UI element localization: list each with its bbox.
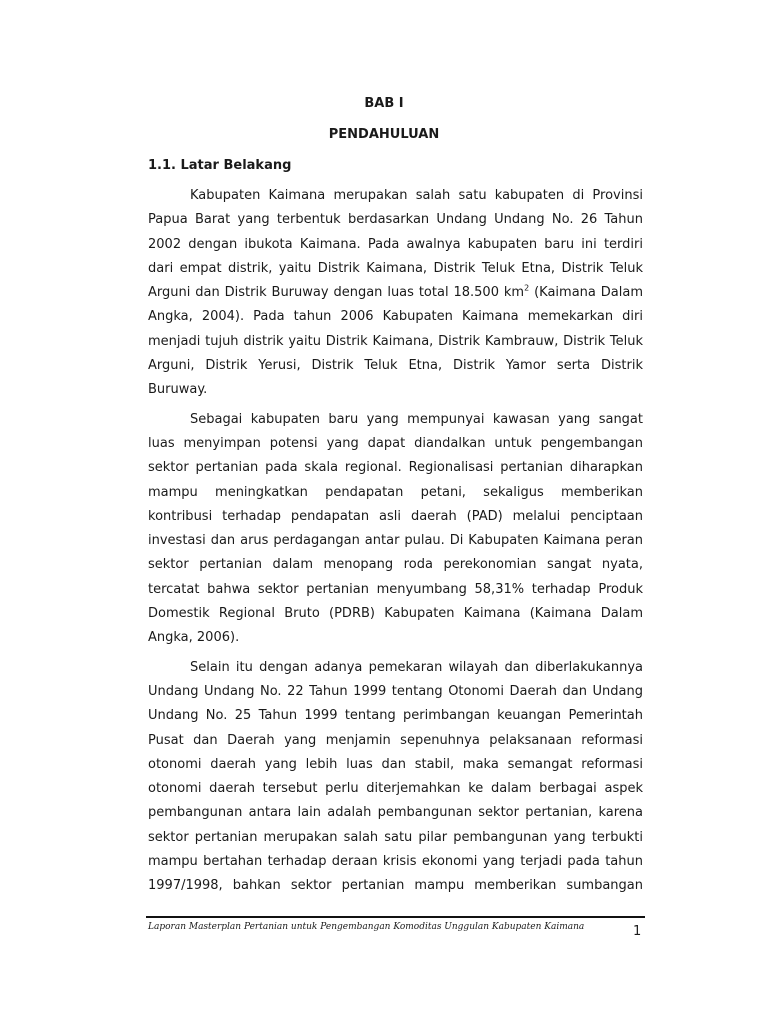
footer-divider xyxy=(146,916,645,918)
chapter-heading: BAB I xyxy=(364,96,404,111)
paragraph-2: Sebagai kabupaten baru yang mempunyai kawasan yang sangat luas menyimpan potensi yang dapat diandalkan untuk pengembangan sektor pertanian pada skala regional. Regionalisasi pertanian diharapkan mampu meningkatkan pendapatan petani, sekaligus memberikan kontribusi terhadap pendapatan asli daerah (PAD) melalui penciptaan investasi dan arus perdagangan antar pulau. Di Kabupaten Kaimana peran sektor pertanian dalam menopang roda perekonomian sangat nyata, tercatat bahwa sektor pertanian menyumbang 58,31% terhadap Produk Domestik Regional Bruto (PDRB) Kabupaten Kaimana (Kaimana Dalam Angka, 2006). xyxy=(148,411,643,646)
paragraph-1-text-a: Kabupaten Kaimana merupakan salah satu kabupaten di Provinsi Papua Barat yang terbentuk berdasarkan Undang Undang No. 26 Tahun 2002 dengan ibukota Kaimana. Pada awalnya kabupaten baru ini terdiri dari empat distrik, yaitu Distrik Kaimana, Distrik Teluk Etna, Distrik Teluk Arguni dan Distrik Buruway dengan luas total 18.500 km xyxy=(148,188,643,301)
paragraph-3: Selain itu dengan adanya pemekaran wilayah dan diberlakukannya Undang Undang No. 22 Tahun 1999 tentang Otonomi Daerah dan Undang Undang No. 25 Tahun 1999 tentang perimbangan keuangan Pemerintah Pusat dan Daerah yang menjamin sepenuhnya pelaksanaan reformasi otonomi daerah yang lebih luas dan stabil, maka semangat reformasi otonomi daerah tersebut perlu diterjemahkan ke dalam berbagai aspek pembangunan antara lain adalah pembangunan sektor pertanian, karena sektor pertanian merupakan salah satu pilar pembangunan yang terbukti mampu bertahan terhadap deraan krisis ekonomi yang terjadi pada tahun 1997/1998, bahkan sektor pertanian mampu memberikan sumbangan xyxy=(148,659,643,894)
page-number: 1 xyxy=(633,924,642,939)
section-heading: 1.1. Latar Belakang xyxy=(148,158,292,173)
body-text xyxy=(148,184,643,904)
paragraph-1 xyxy=(148,184,643,403)
chapter-title: PENDAHULUAN xyxy=(328,127,440,142)
paragraph-1-text-b: (Kaimana Dalam Angka, 2004). Pada tahun 2006 Kabupaten Kaimana memekarkan diri menjadi tujuh distrik yaitu Distrik Kaimana, Distrik Kambrauw, Distrik Teluk Arguni, Distrik Yerusi, Distrik Teluk Etna, Distrik Yamor serta Distrik Buruway. xyxy=(148,285,643,398)
footer-text: Laporan Masterplan Pertanian untuk Pengembangan Komoditas Unggulan Kabupaten Kaimana xyxy=(148,922,585,932)
superscript-2: 2 xyxy=(524,283,530,293)
